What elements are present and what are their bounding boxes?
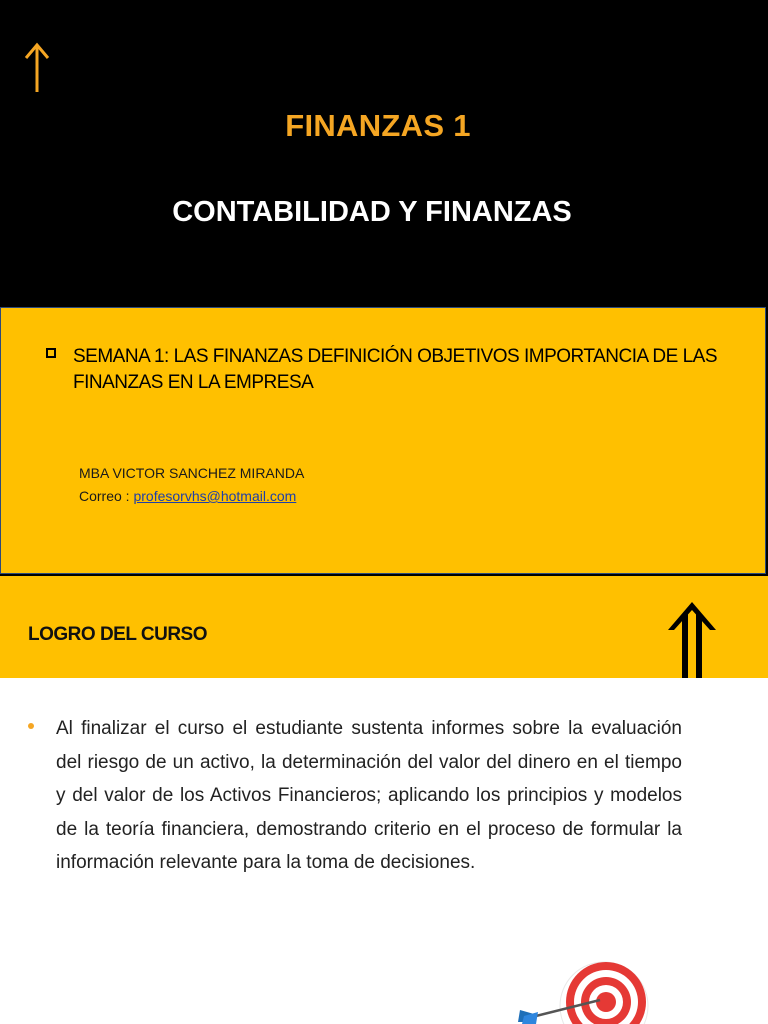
section-title: LOGRO DEL CURSO [28, 624, 207, 645]
checkbox-bullet-icon [46, 348, 56, 358]
target-dart-icon [488, 952, 680, 1024]
course-goal-text: Al finalizar el curso el estudiante sustenta informes sobre la evaluación del riesgo de un activo, la determinación del valor del dinero en el tiempo y del valor de los Activos Financieros; aplicando los principios y modelos de la teoría financiera, demostrando criterio en el proceso de formular la información relevante para la toma de decisiones. [56, 718, 682, 873]
page-title: FINANZAS 1 [285, 108, 471, 143]
email-link[interactable]: profesorvhs@hotmail.com [133, 488, 297, 504]
bullet-dot-icon [28, 723, 34, 729]
page-subtitle: CONTABILIDAD Y FINANZAS [172, 196, 572, 228]
email-line [79, 488, 296, 504]
course-goal-header [0, 576, 768, 678]
arrow-up-icon [23, 42, 51, 94]
info-box [0, 307, 766, 574]
email-label: Correo : [79, 488, 134, 504]
author-name: MBA VICTOR SANCHEZ MIRANDA [79, 465, 305, 481]
double-arrow-up-icon [666, 600, 718, 678]
week-topic: SEMANA 1: LAS FINANZAS DEFINICIÓN OBJETIVOS IMPORTANCIA DE LAS FINANZAS EN LA EMPRESA [73, 346, 718, 393]
